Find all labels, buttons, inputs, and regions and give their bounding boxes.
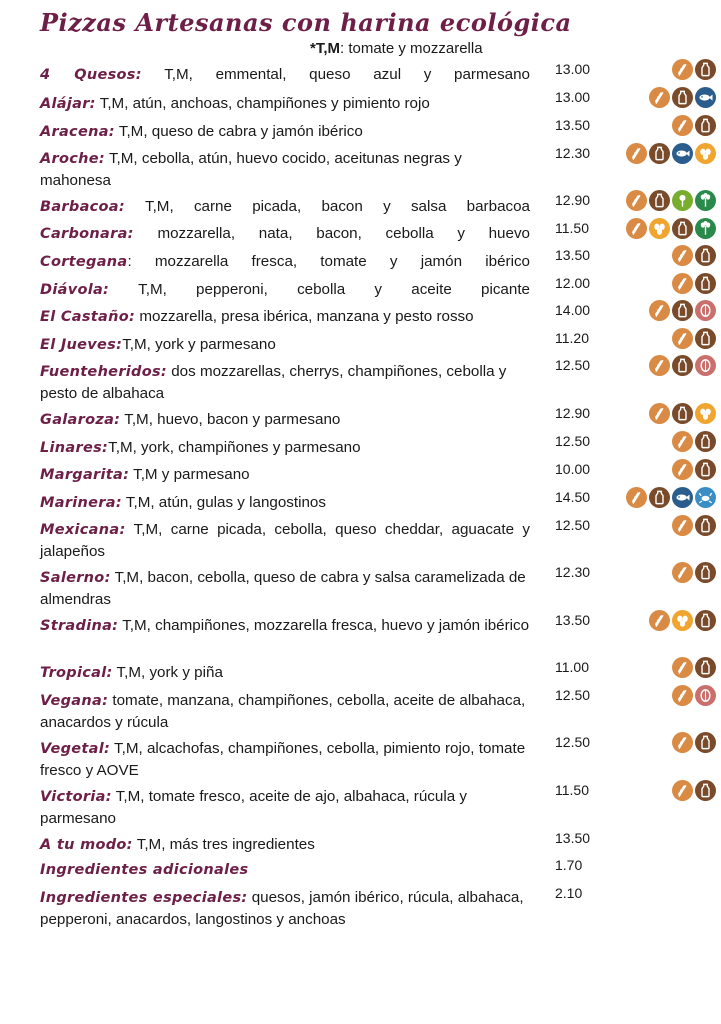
allergen-icons (672, 328, 716, 349)
wheat-icon (672, 685, 693, 706)
menu-item-price: 11.50 (555, 220, 589, 236)
wheat-icon (672, 515, 693, 536)
menu-item-description (40, 738, 530, 781)
wheat-icon (626, 143, 647, 164)
menu-item-ingredients: T,M, pepperoni, cebolla y aceite picante (109, 281, 530, 298)
allergen-icons (649, 403, 716, 424)
menu-item-description (40, 121, 530, 143)
menu-item-ingredients: T,M y parmesano (129, 466, 250, 483)
menu-item-price: 12.30 (555, 145, 591, 161)
milk-jug-icon (672, 300, 693, 321)
milk-jug-icon (672, 403, 693, 424)
menu-item-name: Margarita: (40, 467, 130, 483)
menu-item-name: Marinera: (40, 495, 122, 511)
menu-item-price: 13.50 (555, 247, 591, 263)
menu-item-price: 14.50 (555, 489, 591, 505)
menu-item-price: 10.00 (555, 461, 591, 477)
menu-item-description (40, 567, 530, 610)
wheat-icon (672, 273, 693, 294)
allergen-icons (672, 562, 716, 583)
menu-item-description (40, 93, 530, 115)
wheat-icon (672, 59, 693, 80)
menu-item-ingredients: mozzarella, nata, bacon, cebolla y huevo (133, 225, 530, 242)
menu-item-description (40, 361, 530, 404)
menu-item-ingredients: T,M, york, champiñones y parmesano (108, 439, 361, 456)
menu-item-description (40, 519, 530, 562)
allergen-icons (649, 300, 716, 321)
wheat-icon (626, 487, 647, 508)
menu-item-price: 13.50 (555, 830, 591, 846)
wheat-icon (672, 657, 693, 678)
wheat-icon (649, 355, 670, 376)
allergen-icons (672, 780, 716, 801)
eggs-icon (672, 610, 693, 631)
allergen-icons (649, 87, 716, 108)
menu-item-price: 1.70 (555, 857, 583, 873)
menu-item-ingredients: T,M, carne picada, bacon y salsa barbacoa (125, 198, 530, 215)
milk-jug-icon (695, 59, 716, 80)
milk-jug-icon (649, 143, 670, 164)
wheat-icon (649, 610, 670, 631)
celery-icon (695, 190, 716, 211)
menu-item-name: Alájar: (40, 96, 96, 112)
menu-item-price: 13.00 (555, 61, 591, 77)
menu-item-name: Aracena: (40, 124, 115, 140)
menu-item-description (40, 464, 530, 486)
fish-icon (672, 487, 693, 508)
wheat-icon (672, 115, 693, 136)
wheat-icon (649, 403, 670, 424)
allergen-icons (626, 218, 716, 239)
menu-item-ingredients: T,M, bacon, cebolla, queso de cabra y salsa caramelizada de almendras (40, 569, 526, 608)
wheat-icon (626, 218, 647, 239)
menu-item-ingredients: T,M, carne picada, cebolla, queso cheddar, aguacate y jalapeños (40, 521, 530, 560)
menu-item-description (40, 148, 530, 191)
menu-item-ingredients: tomate, manzana, champiñones, cebolla, aceite de albahaca, anacardos y rúcula (40, 692, 526, 731)
menu-item-name: Stradina: (40, 618, 119, 634)
menu-item-ingredients: T,M, tomate fresco, aceite de ajo, albahaca, rúcula y parmesano (40, 788, 467, 827)
menu-item-price: 12.50 (555, 687, 591, 703)
allergen-icons (672, 732, 716, 753)
menu-item-name: Diávola: (40, 282, 110, 298)
menu-item-name: Mexicana: (40, 522, 126, 538)
menu-item-description (40, 492, 530, 514)
milk-jug-icon (695, 328, 716, 349)
menu-item-price: 13.50 (555, 117, 591, 133)
menu-item-price: 12.90 (555, 192, 591, 208)
menu-item-price: 13.00 (555, 89, 591, 105)
menu-item-name: Salerno: (40, 570, 111, 586)
menu-item-name: Vegana: (40, 693, 109, 709)
allergen-icons (672, 657, 716, 678)
menu-item-ingredients: quesos, jamón ibérico, rúcula, albahaca, pepperoni, anacardos, langostinos y anchoas (40, 889, 524, 928)
wheat-icon (672, 245, 693, 266)
menu-item-ingredients: mozzarella, presa ibérica, manzana y pesto rosso (135, 308, 474, 325)
wheat-icon (672, 732, 693, 753)
menu-item-ingredients: T,M, más tres ingredientes (132, 836, 315, 853)
fish-icon (695, 87, 716, 108)
milk-jug-icon (672, 355, 693, 376)
milk-jug-icon (695, 459, 716, 480)
wheat-icon (672, 328, 693, 349)
wheat-icon (672, 459, 693, 480)
menu-item-price: 12.30 (555, 564, 591, 580)
milk-jug-icon (695, 431, 716, 452)
wheat-icon (649, 300, 670, 321)
menu-item-name: Tropical: (40, 665, 113, 681)
menu-item-name: El Jueves: (40, 337, 123, 353)
menu-item-description (40, 279, 530, 301)
menu-item-ingredients: T,M, york y piña (112, 664, 223, 681)
menu-item-price: 12.50 (555, 517, 591, 533)
nuts-icon (695, 300, 716, 321)
milk-jug-icon (695, 273, 716, 294)
allergen-icons (672, 431, 716, 452)
menu-item-price: 14.00 (555, 302, 591, 318)
wheat-icon (672, 562, 693, 583)
allergen-icons (672, 115, 716, 136)
allergen-icons (672, 245, 716, 266)
menu-item-name: Cortegana (40, 254, 128, 270)
menu-item-name: El Castaño: (40, 309, 136, 325)
menu-item-description (40, 887, 530, 930)
menu-item-price: 12.00 (555, 275, 591, 291)
menu-item-description (40, 786, 530, 829)
mustard-icon (672, 190, 693, 211)
menu-item-ingredients: T,M, atún, anchoas, champiñones y pimiento rojo (95, 95, 430, 112)
menu-item-name: Victoria: (40, 789, 112, 805)
allergen-icons (672, 515, 716, 536)
menu-item-price: 12.50 (555, 357, 591, 373)
menu-item-ingredients: T,M, atún, gulas y langostinos (121, 494, 326, 511)
menu-item-name: Ingredientes especiales: (40, 890, 248, 906)
allergen-icons (649, 610, 716, 631)
menu-item-price: 12.50 (555, 734, 591, 750)
menu-item-description (40, 306, 530, 328)
menu-item-price: 2.10 (555, 885, 583, 901)
wheat-icon (649, 87, 670, 108)
menu-item-ingredients: T,M, cebolla, atún, huevo cocido, aceitunas negras y mahonesa (40, 150, 462, 189)
crab-icon (695, 487, 716, 508)
menu-item-name: Ingredientes adicionales (40, 862, 249, 878)
menu-item-description (40, 662, 530, 684)
milk-jug-icon (695, 732, 716, 753)
celery-icon (695, 218, 716, 239)
wheat-icon (626, 190, 647, 211)
menu-item-description (40, 859, 530, 881)
menu-item-price: 11.20 (555, 330, 589, 346)
milk-jug-icon (695, 780, 716, 801)
eggs-icon (649, 218, 670, 239)
menu-item-price: 12.90 (555, 405, 591, 421)
milk-jug-icon (695, 657, 716, 678)
milk-jug-icon (672, 218, 693, 239)
menu-item-description (40, 64, 530, 86)
menu-item-ingredients: T,M, emmental, queso azul y parmesano (141, 66, 531, 83)
nuts-icon (695, 355, 716, 376)
allergen-icons (672, 685, 716, 706)
menu-item-name: Galaroza: (40, 412, 121, 428)
menu-item-description (40, 334, 530, 356)
menu-item-ingredients: T,M, huevo, bacon y parmesano (120, 411, 341, 428)
menu-item-name: Fuenteheridos: (40, 364, 168, 380)
wheat-icon (672, 431, 693, 452)
legend-note (310, 40, 483, 57)
menu-item-ingredients: : mozzarella fresca, tomate y jamón ibérico (127, 253, 530, 270)
allergen-icons (649, 355, 716, 376)
allergen-icons (672, 459, 716, 480)
menu-item-description (40, 437, 530, 459)
wheat-icon (672, 780, 693, 801)
allergen-icons (672, 273, 716, 294)
menu-item-ingredients: T,M, york y parmesano (122, 336, 276, 353)
menu-item-ingredients: T,M, queso de cabra y jamón ibérico (114, 123, 363, 140)
milk-jug-icon (649, 487, 670, 508)
menu-item-price: 11.00 (555, 659, 589, 675)
menu-item-ingredients: T,M, alcachofas, champiñones, cebolla, pimiento rojo, tomate fresco y AOVE (40, 740, 526, 779)
menu-item-description (40, 409, 530, 431)
allergen-icons (626, 143, 716, 164)
milk-jug-icon (649, 190, 670, 211)
milk-jug-icon (695, 115, 716, 136)
menu-item-ingredients: T,M, champiñones, mozzarella fresca, huevo y jamón ibérico (118, 617, 530, 634)
menu-item-description (40, 196, 530, 218)
legend-text: : tomate y mozzarella (340, 40, 483, 57)
milk-jug-icon (672, 87, 693, 108)
menu-item-name: Carbonara: (40, 226, 134, 242)
eggs-icon (695, 403, 716, 424)
page-title: Pizzas Artesanas con harina ecológica (40, 8, 572, 37)
menu-item-price: 12.50 (555, 433, 591, 449)
menu-item-description (40, 251, 530, 273)
menu-item-name: Linares: (40, 440, 109, 456)
menu-item-name: A tu modo: (40, 837, 133, 853)
allergen-icons (672, 59, 716, 80)
menu-item-ingredients: dos mozzarellas, cherrys, champiñones, cebolla y pesto de albahaca (40, 363, 507, 402)
legend-abbreviation: *T,M (310, 40, 340, 57)
menu-item-name: Barbacoa: (40, 199, 125, 215)
menu-item-description (40, 223, 530, 245)
allergen-icons (626, 190, 716, 211)
menu-item-name: Vegetal: (40, 741, 111, 757)
menu-item-name: 4 Quesos: (40, 67, 142, 83)
menu-item-name: Aroche: (40, 151, 105, 167)
nuts-icon (695, 685, 716, 706)
milk-jug-icon (695, 515, 716, 536)
milk-jug-icon (695, 610, 716, 631)
milk-jug-icon (695, 562, 716, 583)
menu-item-description (40, 834, 530, 856)
allergen-icons (626, 487, 716, 508)
fish-icon (672, 143, 693, 164)
milk-jug-icon (695, 245, 716, 266)
menu-item-price: 13.50 (555, 612, 591, 628)
eggs-icon (695, 143, 716, 164)
menu-item-price: 11.50 (555, 782, 589, 798)
menu-item-description (40, 690, 530, 733)
menu-item-description (40, 615, 530, 637)
